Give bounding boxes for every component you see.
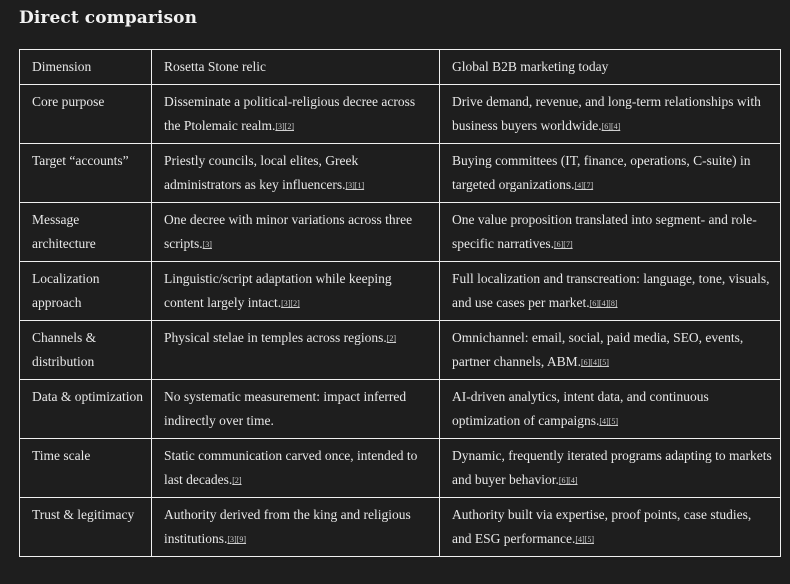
modern-text: Omnichannel: email, social, paid media, SEO, events, partner channels, ABM. — [452, 330, 744, 369]
citation-link[interactable]: [4][5] — [575, 535, 594, 544]
citation-link[interactable]: [3][2] — [275, 122, 294, 131]
relic-text: Linguistic/script adaptation while keeping content largely intact. — [164, 271, 392, 310]
row-relic — [152, 380, 440, 439]
citation-link[interactable]: [4][5] — [599, 417, 618, 426]
citation-link[interactable]: [6][4][5] — [580, 358, 609, 367]
row-relic — [152, 85, 440, 144]
citation-link[interactable]: [6][7] — [553, 240, 573, 249]
relic-text: Physical stelae in temples across regions. — [164, 330, 387, 345]
relic-text: Disseminate a political-religious decree across the Ptolemaic realm. — [164, 94, 416, 133]
modern-text: Authority built via expertise, proof points, case studies, and ESG performance. — [452, 507, 752, 546]
citation-link[interactable]: [6][4] — [558, 476, 578, 485]
row-dimension — [20, 203, 152, 262]
modern-text: Full localization and transcreation: language, tone, visuals, and use cases per market. — [452, 271, 770, 310]
citation-link[interactable]: [3][1] — [345, 181, 365, 190]
table-row — [20, 380, 781, 439]
row-relic — [152, 203, 440, 262]
row-dimension — [20, 144, 152, 203]
row-relic — [152, 144, 440, 203]
header-dimension: Dimension — [20, 50, 152, 85]
row-modern — [440, 262, 781, 321]
row-dimension — [20, 498, 152, 557]
table-row — [20, 498, 781, 557]
table-row — [20, 262, 781, 321]
comparison-table — [19, 49, 781, 557]
row-modern — [440, 321, 781, 380]
row-dimension — [20, 380, 152, 439]
modern-text: Buying committees (IT, finance, operations, C-suite) in targeted organizations. — [452, 153, 751, 192]
table-row — [20, 144, 781, 203]
dimension-text: Target “accounts” — [32, 153, 129, 168]
header-relic: Rosetta Stone relic — [152, 50, 440, 85]
row-modern — [440, 498, 781, 557]
dimension-text: Data & optimization — [32, 389, 143, 404]
modern-text: One value proposition translated into segment- and role-specific narratives. — [452, 212, 757, 251]
row-modern — [440, 85, 781, 144]
row-dimension — [20, 321, 152, 380]
citation-link[interactable]: [6][4][8] — [589, 299, 618, 308]
row-relic — [152, 262, 440, 321]
citation-link[interactable]: [2] — [232, 476, 242, 485]
table-row — [20, 321, 781, 380]
relic-text: One decree with minor variations across three scripts. — [164, 212, 413, 251]
citation-link[interactable]: [3][9] — [227, 535, 247, 544]
modern-text: Drive demand, revenue, and long-term relationships with business buyers worldwide. — [452, 94, 761, 133]
citation-link[interactable]: [2] — [386, 334, 397, 343]
row-modern — [440, 439, 781, 498]
relic-text: No systematic measurement: impact inferred indirectly over time. — [164, 389, 407, 428]
row-modern — [440, 380, 781, 439]
table-row — [20, 439, 781, 498]
row-relic — [152, 439, 440, 498]
dimension-text: Core purpose — [32, 94, 105, 109]
relic-text: Priestly councils, local elites, Greek administrators as key influencers. — [164, 153, 359, 192]
row-modern — [440, 203, 781, 262]
row-relic — [152, 321, 440, 380]
header-modern: Global B2B marketing today — [440, 50, 781, 85]
citation-link[interactable]: [4][7] — [574, 181, 594, 190]
section-heading: Direct comparison — [19, 8, 198, 28]
table-header-row — [20, 50, 781, 85]
table-row — [20, 85, 781, 144]
row-relic — [152, 498, 440, 557]
row-dimension — [20, 262, 152, 321]
citation-link[interactable]: [6][4] — [601, 122, 621, 131]
dimension-text: Message architecture — [32, 212, 96, 251]
row-dimension — [20, 439, 152, 498]
modern-text: AI-driven analytics, intent data, and continuous optimization of campaigns. — [452, 389, 709, 428]
relic-text: Authority derived from the king and religious institutions. — [164, 507, 411, 546]
citation-link[interactable]: [3][2] — [281, 299, 300, 308]
dimension-text: Channels & distribution — [32, 330, 97, 369]
table-row — [20, 203, 781, 262]
relic-text: Static communication carved once, intended to last decades. — [164, 448, 418, 487]
row-dimension — [20, 85, 152, 144]
citation-link[interactable]: [3] — [202, 240, 212, 249]
dimension-text: Time scale — [32, 448, 91, 463]
row-modern — [440, 144, 781, 203]
dimension-text: Trust & legitimacy — [32, 507, 135, 522]
modern-text: Dynamic, frequently iterated programs adapting to markets and buyer behavior. — [452, 448, 772, 487]
dimension-text: Localization approach — [32, 271, 100, 310]
